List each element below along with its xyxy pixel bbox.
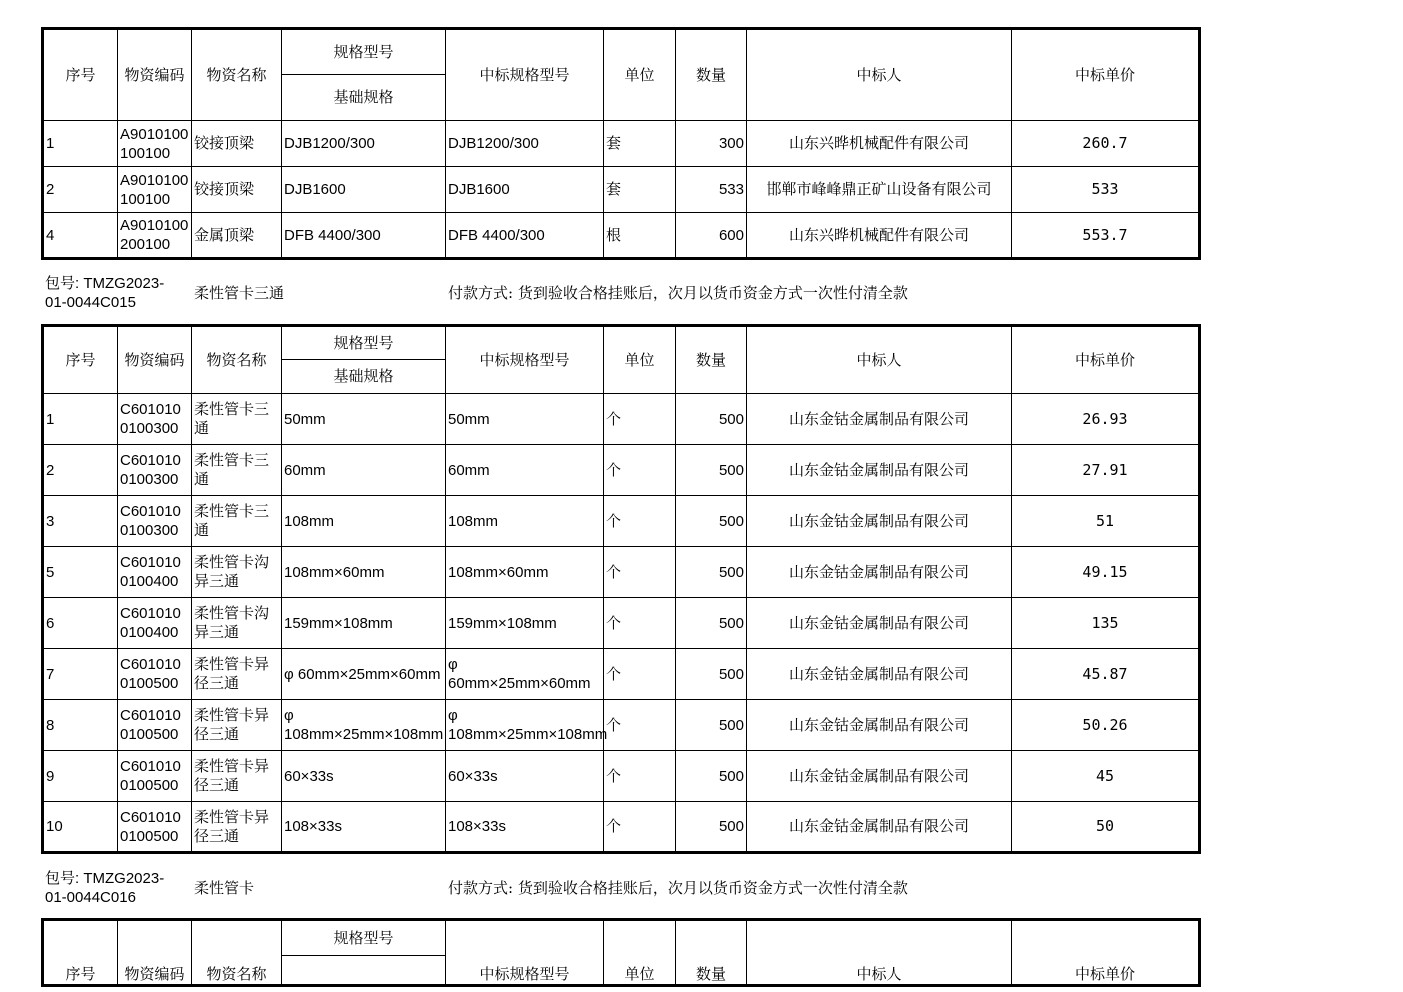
cell-spec: 60mm [282,445,446,496]
cell-qty: 533 [676,167,747,213]
cell-price: 260.7 [1012,121,1200,167]
cell-win-spec: 159mm×108mm [446,598,604,649]
header-spec: 规格型号 [282,326,446,360]
table-1-header [43,29,1200,121]
header-price: 中标单价 [1012,326,1200,394]
cell-code: C6010100100500 [118,649,192,700]
cell-unit: 个 [604,445,676,496]
header-seq: 序号 [43,326,118,394]
cell-unit: 个 [604,496,676,547]
cell-unit: 个 [604,802,676,853]
cell-name: 铰接顶梁 [192,167,282,213]
cell-unit: 根 [604,213,676,259]
package-id-c016: 包号: TMZG2023-01-0044C016 [45,870,165,906]
cell-qty: 500 [676,700,747,751]
table-row [43,445,1200,496]
package-name-c015: 柔性管卡三通 [194,284,285,302]
cell-seq: 8 [43,700,118,751]
payment-terms-c015: 付款方式: 货到验收合格挂账后，次月以货币资金方式一次性付清全款 [448,284,908,302]
table-row [43,598,1200,649]
table-3-header [43,920,1200,986]
cell-qty: 500 [676,394,747,445]
header-name: 物资名称 [192,326,282,394]
cell-price: 51 [1012,496,1200,547]
header-unit: 单位 [604,920,676,986]
cell-win-spec: DFB 4400/300 [446,213,604,259]
cell-winner: 山东金钴金属制品有限公司 [747,445,1012,496]
table-row [43,700,1200,751]
cell-spec: DJB1200/300 [282,121,446,167]
cell-price: 45 [1012,751,1200,802]
cell-unit: 套 [604,121,676,167]
cell-spec: 60×33s [282,751,446,802]
cell-seq: 1 [43,394,118,445]
cell-price: 50.26 [1012,700,1200,751]
header-price: 中标单价 [1012,920,1200,986]
cell-win-spec: 108mm×60mm [446,547,604,598]
table-3-clip [0,918,1403,983]
cell-win-spec: φ 108mm×25mm×108mm [446,700,604,751]
table-row [43,121,1200,167]
cell-winner: 山东金钴金属制品有限公司 [747,700,1012,751]
cell-unit: 个 [604,547,676,598]
header-win-spec: 中标规格型号 [446,29,604,121]
table-2-header [43,326,1200,394]
cell-code: C6010100100400 [118,598,192,649]
header-unit: 单位 [604,29,676,121]
cell-qty: 500 [676,598,747,649]
cell-winner: 山东金钴金属制品有限公司 [747,649,1012,700]
table-row [43,649,1200,700]
cell-qty: 500 [676,547,747,598]
cell-qty: 500 [676,751,747,802]
cell-name: 柔性管卡沟异三通 [192,598,282,649]
cell-code: A9010100100100 [118,167,192,213]
cell-seq: 4 [43,213,118,259]
cell-winner: 邯郸市峰峰鼎正矿山设备有限公司 [747,167,1012,213]
bid-table-1 [41,27,1201,260]
cell-code: C6010100100500 [118,700,192,751]
cell-qty: 500 [676,445,747,496]
cell-unit: 个 [604,598,676,649]
cell-name: 柔性管卡三通 [192,445,282,496]
header-winner: 中标人 [747,326,1012,394]
header-qty: 数量 [676,326,747,394]
header-seq: 序号 [43,920,118,986]
cell-price: 49.15 [1012,547,1200,598]
cell-win-spec: 60mm [446,445,604,496]
cell-winner: 山东金钴金属制品有限公司 [747,751,1012,802]
cell-price: 553.7 [1012,213,1200,259]
cell-price: 50 [1012,802,1200,853]
table-row [43,751,1200,802]
cell-spec: φ 60mm×25mm×60mm [282,649,446,700]
cell-qty: 500 [676,496,747,547]
header-base-spec [282,956,446,986]
cell-name: 柔性管卡异径三通 [192,649,282,700]
cell-spec: DFB 4400/300 [282,213,446,259]
cell-price: 26.93 [1012,394,1200,445]
cell-winner: 山东金钴金属制品有限公司 [747,496,1012,547]
cell-winner: 山东兴晔机械配件有限公司 [747,121,1012,167]
header-code: 物资编码 [118,326,192,394]
table-row [43,213,1200,259]
header-code: 物资编码 [118,920,192,986]
header-name: 物资名称 [192,29,282,121]
cell-name: 柔性管卡异径三通 [192,700,282,751]
cell-code: A9010100100100 [118,121,192,167]
cell-unit: 个 [604,700,676,751]
cell-win-spec: 50mm [446,394,604,445]
cell-seq: 1 [43,121,118,167]
cell-price: 27.91 [1012,445,1200,496]
cell-win-spec: 60×33s [446,751,604,802]
cell-name: 柔性管卡三通 [192,496,282,547]
cell-seq: 5 [43,547,118,598]
cell-qty: 500 [676,802,747,853]
header-qty: 数量 [676,29,747,121]
cell-spec: 108mm [282,496,446,547]
cell-seq: 10 [43,802,118,853]
cell-seq: 2 [43,445,118,496]
cell-qty: 500 [676,649,747,700]
bid-table-3 [41,918,1201,987]
cell-win-spec: 108mm [446,496,604,547]
header-seq: 序号 [43,29,118,121]
cell-qty: 600 [676,213,747,259]
table-2-body [43,394,1200,853]
cell-price: 45.87 [1012,649,1200,700]
table-row [43,394,1200,445]
cell-unit: 个 [604,649,676,700]
header-spec: 规格型号 [282,920,446,956]
table-row [43,496,1200,547]
cell-seq: 7 [43,649,118,700]
cell-name: 柔性管卡沟异三通 [192,547,282,598]
bid-table-2 [41,324,1201,854]
cell-spec: DJB1600 [282,167,446,213]
cell-seq: 9 [43,751,118,802]
header-base-spec: 基础规格 [282,75,446,121]
cell-name: 柔性管卡异径三通 [192,751,282,802]
cell-winner: 山东兴晔机械配件有限公司 [747,213,1012,259]
cell-code: C6010100100500 [118,751,192,802]
cell-code: C6010100100300 [118,394,192,445]
cell-name: 金属顶梁 [192,213,282,259]
cell-unit: 套 [604,167,676,213]
cell-name: 铰接顶梁 [192,121,282,167]
cell-unit: 个 [604,751,676,802]
cell-winner: 山东金钴金属制品有限公司 [747,547,1012,598]
cell-spec: 108mm×60mm [282,547,446,598]
cell-winner: 山东金钴金属制品有限公司 [747,802,1012,853]
cell-seq: 3 [43,496,118,547]
header-win-spec: 中标规格型号 [446,920,604,986]
header-spec: 规格型号 [282,29,446,75]
cell-win-spec: DJB1600 [446,167,604,213]
table-1-body [43,121,1200,259]
cell-name: 柔性管卡三通 [192,394,282,445]
table-row [43,547,1200,598]
payment-terms-c016: 付款方式: 货到验收合格挂账后，次月以货币资金方式一次性付清全款 [448,879,908,897]
cell-seq: 2 [43,167,118,213]
cell-price: 533 [1012,167,1200,213]
header-qty: 数量 [676,920,747,986]
header-base-spec: 基础规格 [282,360,446,394]
cell-code: A9010100200100 [118,213,192,259]
cell-spec: 108×33s [282,802,446,853]
package-id-c015: 包号: TMZG2023-01-0044C015 [45,275,165,311]
cell-win-spec: DJB1200/300 [446,121,604,167]
header-price: 中标单价 [1012,29,1200,121]
cell-seq: 6 [43,598,118,649]
cell-unit: 个 [604,394,676,445]
header-code: 物资编码 [118,29,192,121]
cell-win-spec: φ 60mm×25mm×60mm [446,649,604,700]
package-name-c016: 柔性管卡 [194,879,255,897]
cell-qty: 300 [676,121,747,167]
cell-spec: 159mm×108mm [282,598,446,649]
table-row [43,167,1200,213]
cell-code: C6010100100300 [118,445,192,496]
header-unit: 单位 [604,326,676,394]
cell-code: C6010100100300 [118,496,192,547]
cell-win-spec: 108×33s [446,802,604,853]
table-row [43,802,1200,853]
header-winner: 中标人 [747,29,1012,121]
cell-spec: φ 108mm×25mm×108mm [282,700,446,751]
cell-price: 135 [1012,598,1200,649]
header-winner: 中标人 [747,920,1012,986]
cell-name: 柔性管卡异径三通 [192,802,282,853]
cell-winner: 山东金钴金属制品有限公司 [747,394,1012,445]
cell-code: C6010100100400 [118,547,192,598]
header-win-spec: 中标规格型号 [446,326,604,394]
header-name: 物资名称 [192,920,282,986]
cell-winner: 山东金钴金属制品有限公司 [747,598,1012,649]
cell-code: C6010100100500 [118,802,192,853]
cell-spec: 50mm [282,394,446,445]
